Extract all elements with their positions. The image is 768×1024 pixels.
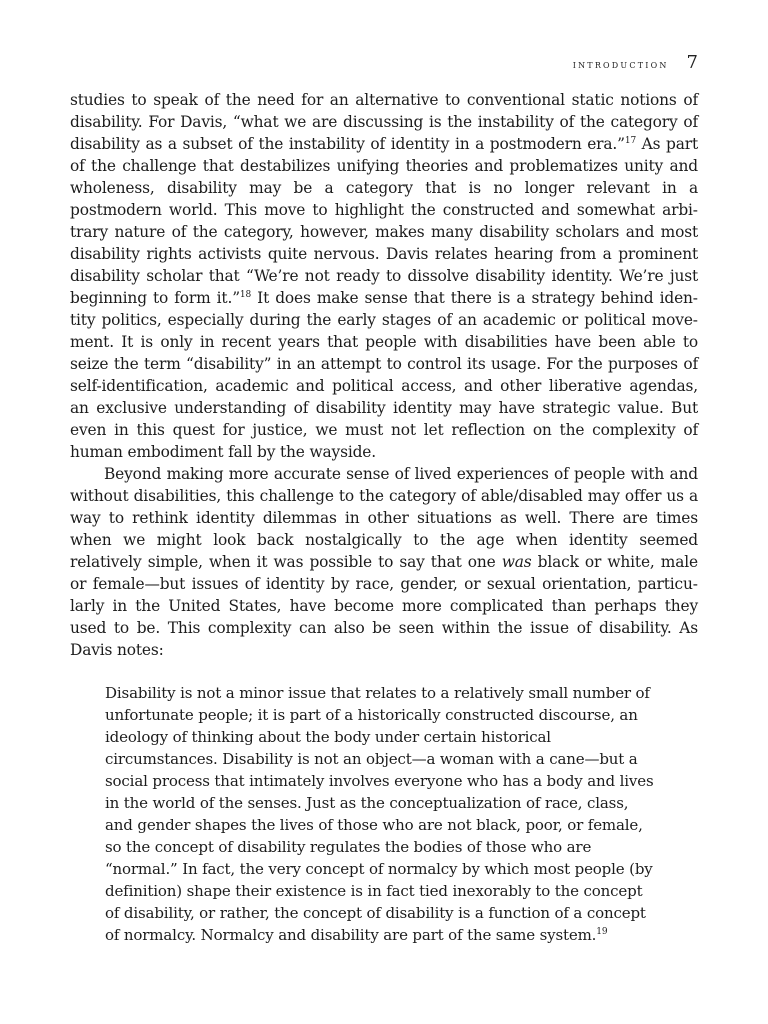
body-text [70, 89, 698, 946]
paragraph-1 [70, 89, 698, 463]
paragraph-1-text-c: It does make sense that there is a strategy behind identity politics, especially during the early stages of an academic or political movement. It is only in recent years that people with disabilities have been able to seize the term “disability” in an attempt to control its usage. For the purposes of self-identification, academic and political access, and other liberative agendas, an exclusive understanding of disability identity may have strategic value. But even in this quest for justice, we must not let reflection on the complexity of human embodiment fall by the wayside. [70, 289, 698, 461]
paragraph-2 [70, 463, 698, 661]
paragraph-1-text-a: studies to speak of the need for an alternative to conventional static notions of disability. For Davis, “what we are discussing is the instability of the category of disability as a subset of the instability of identity in a postmodern era.” [70, 91, 698, 153]
footnote-ref-17[interactable]: 17 [624, 136, 637, 146]
page-number: 7 [686, 52, 698, 73]
block-quotation [105, 682, 658, 946]
running-head [573, 52, 698, 76]
paragraph-1-text-b: As part of the challenge that destabilizes unifying theories and problematizes unity and wholeness, disability may be a category that is no longer relevant in a postmodern world. This move to highlight the constructed and somewhat arbitrary nature of the category, however, makes many disability scholars and most disability rights activists quite nervous. Davis relates hearing from a prominent disability scholar that “We’re not ready to dissolve disability identity. We’re just beginning to form it.” [70, 135, 698, 307]
paragraph-2-emphasis: was [501, 553, 532, 571]
footnote-ref-19[interactable]: 19 [596, 927, 608, 937]
paragraph-2-text-b: black or white, male or female—but issues of identity by race, gender, or sexual orientation, particularly in the United States, have become more complicated than perhaps they used to be. This complexity can also be seen within the issue of disability. As Davis notes: [70, 553, 698, 659]
block-quotation-text: Disability is not a minor issue that relates to a relatively small number of unfortunate people; it is part of a historically constructed discourse, an ideology of thinking about the body under certain historical circumstances. Disability is not an object—a woman with a cane—but a social process that intimately involves everyone who has a body and lives in the world of the senses. Just as the conceptualization of race, class, and gender shapes the lives of those who are not black, poor, or female, so the concept of disability regulates the bodies of those who are “normal.” In fact, the very concept of normalcy by which most people (by definition) shape their existence is in fact tied inexorably to the concept of disability, or rather, the concept of disability is a function of a concept of normalcy. Normalcy and disability are part of the same system. [105, 684, 654, 944]
footnote-ref-18[interactable]: 18 [239, 290, 252, 300]
chapter-title: introduction [572, 57, 669, 71]
paragraph-2-text-a: Beyond making more accurate sense of lived experiences of people with and without disabilities, this challenge to the category of able/disabled may offer us a way to rethink identity dilemmas in other situations as well. There are times when we might look back nostalgically to the age when identity seemed relatively simple, when it was possible to say that one [70, 465, 698, 571]
